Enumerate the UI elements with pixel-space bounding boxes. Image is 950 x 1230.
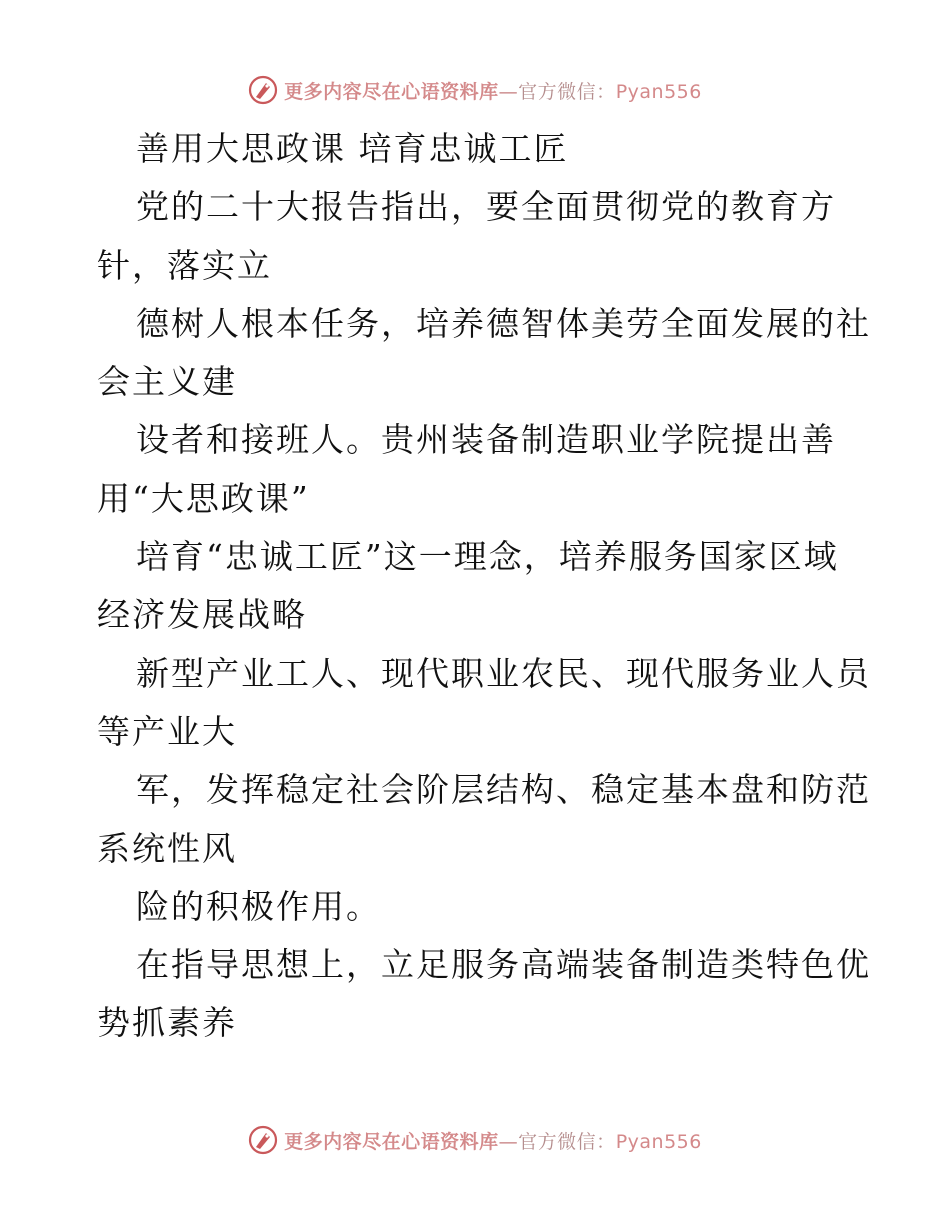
paragraph-line: 系统性风 xyxy=(97,828,237,868)
watermark-separator: — xyxy=(498,1130,519,1153)
paragraph-line: 经济发展战略 xyxy=(97,595,307,635)
document-title: 善用大思政课 培育忠诚工匠 xyxy=(136,129,569,168)
paragraph-line: 会主义建 xyxy=(97,362,237,402)
watermark-text xyxy=(284,77,702,104)
paragraph-line: 用“大思政课” xyxy=(97,478,310,518)
paragraph-line: 设者和接班人。贵州装备制造职业学院提出善 xyxy=(136,420,836,460)
watermark-account: Pyan556 xyxy=(615,1130,702,1153)
header-watermark xyxy=(0,70,950,110)
paragraph-line: 势抓素养 xyxy=(97,1003,237,1043)
paragraph-line: 军，发挥稳定社会阶层结构、稳定基本盘和防范 xyxy=(136,770,871,810)
pen-nib-circle-icon xyxy=(248,1125,278,1155)
watermark-separator: — xyxy=(498,80,519,103)
watermark-brand: 更多内容尽在心语资料库 xyxy=(284,1130,499,1153)
watermark-brand: 更多内容尽在心语资料库 xyxy=(284,80,499,103)
paragraph-line: 新型产业工人、现代职业农民、现代服务业人员 xyxy=(136,653,871,693)
watermark-label: 官方微信： xyxy=(518,1130,616,1153)
paragraph-line: 针，落实立 xyxy=(97,245,272,285)
footer-watermark xyxy=(0,1120,950,1160)
watermark-account: Pyan556 xyxy=(615,80,702,103)
paragraph-line: 德树人根本任务，培养德智体美劳全面发展的社 xyxy=(136,303,871,343)
watermark-label: 官方微信： xyxy=(518,80,616,103)
paragraph-line: 培育“忠诚工匠”这一理念，培养服务国家区域 xyxy=(136,537,839,577)
watermark-text xyxy=(284,1127,702,1154)
paragraph-line: 在指导思想上，立足服务高端装备制造类特色优 xyxy=(136,945,871,985)
paragraph-line: 等产业大 xyxy=(97,711,237,751)
document-body xyxy=(97,120,871,1053)
pen-nib-circle-icon xyxy=(248,75,278,105)
paragraph-line: 险的积极作用。 xyxy=(136,886,381,926)
paragraph-line: 党的二十大报告指出，要全面贯彻党的教育方 xyxy=(136,187,836,227)
